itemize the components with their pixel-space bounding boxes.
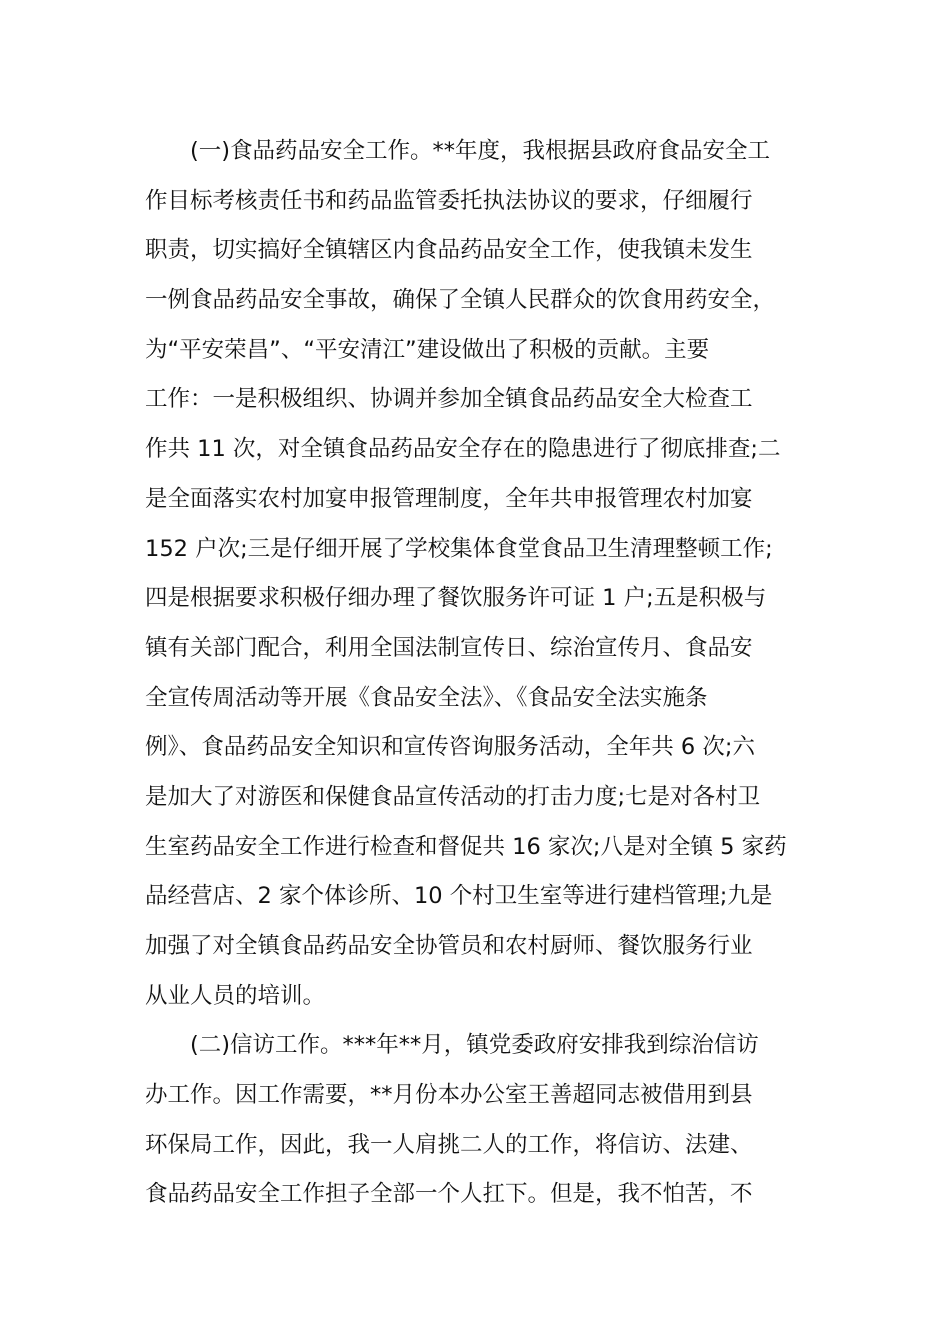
text-line: 四是根据要求积极仔细办理了餐饮服务许可证 1 户;五是积极与: [145, 585, 767, 612]
text-line: 品经营店、2 家个体诊所、10 个村卫生室等进行建档管理;九是: [145, 883, 773, 910]
text-line: (二)信访工作。***年**月，镇党委政府安排我到综治信访: [190, 1032, 759, 1059]
text-line: 生室药品安全工作进行检查和督促共 16 家次;八是对全镇 5 家药: [145, 833, 787, 860]
text-line: 作共 11 次，对全镇食品药品安全存在的隐患进行了彻底排查;二: [145, 436, 781, 463]
paragraph-petition-work: [145, 1021, 810, 1220]
text-line: 例》、食品药品安全知识和宣传咨询服务活动，全年共 6 次;六: [145, 734, 755, 761]
text-line: 职责，切实搞好全镇辖区内食品药品安全工作，使我镇未发生: [145, 237, 753, 264]
text-line: 工作：一是积极组织、协调并参加全镇食品药品安全大检查工: [145, 386, 753, 413]
text-line: 152 户次;三是仔细开展了学校集体食堂食品卫生清理整顿工作;: [145, 535, 773, 562]
text-line: (一)食品药品安全工作。**年度，我根据县政府食品安全工: [190, 138, 771, 164]
text-line: 全宣传周活动等开展《食品安全法》、《食品安全法实施条: [145, 684, 708, 711]
text-line: 加强了对全镇食品药品安全协管员和农村厨师、餐饮服务行业: [145, 933, 753, 959]
paragraph-food-drug-safety: [145, 127, 810, 1021]
text-line: 办工作。因工作需要，**月份本办公室王善超同志被借用到县: [145, 1082, 753, 1109]
text-line: 是加大了对游医和保健食品宣传活动的打击力度;七是对各村卫: [145, 783, 761, 810]
text-line: 一例食品药品安全事故，确保了全镇人民群众的饮食用药安全，: [145, 287, 776, 314]
text-line: 环保局工作，因此，我一人肩挑二人的工作，将信访、法建、: [145, 1131, 753, 1158]
text-line: 食品药品安全工作担子全部一个人扛下。但是，我不怕苦，不: [145, 1181, 753, 1208]
document-body: [145, 127, 810, 1220]
text-line: 为“平安荣昌”、“平安清江”建设做出了积极的贡献。主要: [145, 336, 710, 363]
text-line: 镇有关部门配合，利用全国法制宣传日、综治宣传月、食品安: [145, 634, 753, 661]
text-line: 作目标考核责任书和药品监管委托执法协议的要求，仔细履行: [145, 187, 753, 214]
text-line: 是全面落实农村加宴申报管理制度，全年共申报管理农村加宴: [145, 485, 753, 512]
text-line: 从业人员的培训。: [145, 982, 326, 1009]
